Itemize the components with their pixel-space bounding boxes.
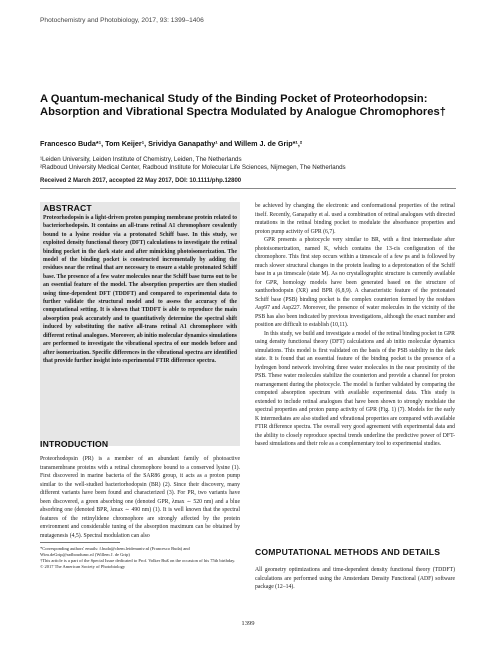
footnote-special-issue: †This article is a part of the Special Issue dedicated to Prof. Volker Buß on the occasion of his 75th birthday.: [40, 557, 236, 563]
paragraph: GPR presents a photocycle very similar to BR, with a first intermediate after photoisomerization, named K, which contains the 13-cis configuration of the chromophore. This first step occurs within a timescale of a few ps and is followed by much slower structural changes in the protein leading to a deprotonation of the Schiff base in a μs timescale (state M). As no crystallographic structure is currently available for GPR, homology models have been generated based on the structure of xanthorhodopsin (XR) and BPR (6,8,9). A characteristic feature of the protonated Schiff base (PSB) binding pocket is the complex counterion formed by the residues Asp97 and Asp227. Moreover, the presence of water molecules in the vicinity of the PSB has also been indicated by previous investigations, although the exact number and position are difficult to establish (10,11).: [255, 237, 455, 328]
received-line: Received 2 March 2017, accepted 22 May 2017, DOI: 10.1111/php.12800: [40, 178, 242, 184]
affiliation-1: ¹Leiden University, Leiden Institute of Chemistry, Leiden, The Netherlands: [40, 156, 242, 163]
introduction-heading: INTRODUCTION: [40, 439, 109, 449]
footnote-copyright: © 2017 The American Society of Photobiology: [40, 563, 126, 569]
journal-header: Photochemistry and Photobiology, 2017, 93: 1399–1406: [40, 17, 204, 24]
author-list: Francesco Buda*¹, Tom Keijer¹, Srividya Ganapathy¹ and Willem J. de Grip*¹,²: [40, 139, 303, 148]
paper-title: A Quantum-mechanical Study of the Binding Pocket of Proteorhodopsin: Absorption and Vibrational Spectra Modulated by Analogue Chromophores†: [40, 93, 446, 119]
abstract-text: Proteorhodopsin is a light-driven proton pumping membrane protein related to bacteriorhodopsin. It contains an all-trans retinal A1 chromophore covalently bound to a lysine residue via a protonated Schiff base. In this study, we exploited density functional theory (DFT) calculations to investigate the retinal binding pocket in the dark state and after mimicking photoisomerization. The model of the binding pocket is constructed incrementally by adding the residues near the retinal that are necessary to ensure a stable protonated Schiff base. The presence of a few water molecules near the Schiff base turns out to be an essential feature of the model. The absorption properties are then studied using time-dependent DFT (TDDFT) and compared to experimental data to further validate the structural model and to assess the accuracy of the computational setting. It is shown that TDDFT is able to reproduce the main absorption peak accurately and to quantitatively determine the spectral shift induced by substituting the native all-trans retinal A1 chromophore with different retinal analogues. Moreover, ab initio molecular dynamics simulations are performed to investigate the vibrational spectra of our models before and after isomerization. Specific differences in the vibrational spectra are identified that provide further insight into experimental FTIR difference spectra.: [43, 215, 237, 364]
paragraph: be achieved by changing the electronic and conformational properties of the retinal itself. Recently, Ganapathy et al. used a combination of retinal analogues with directed mutations in the retinal binding pocket to modulate the absorbance properties and proton pump activity of GPR (6,7).: [255, 203, 455, 235]
methods-heading: COMPUTATIONAL METHODS AND DETAILS: [255, 547, 441, 557]
footnote-divider: [40, 542, 120, 543]
introduction-text: Proteorhodopsin (PR) is a member of an abundant family of photoactive transmembrane proteins with a retinal chromophore bound to a conserved lysine (1). First discovered in marine bacteria of the SAR86 group, it acts as a proton pump similar to the well-studied bacteriorhodopsin (BR) (2). Since their discovery, many different variants have been found and characterized (3). For PR, two variants have been discovered, a green absorbing one (denoted GPR, λmax ∼ 520 nm) and a blue absorbing one (denoted BPR, λmax ∼ 490 nm) (1). It is well known that the spectral features of the retinylidene chromophore are strongly affected by the protein environment and considerable tuning of the absorption maximum can be obtained by mutagenesis (4,5). Spectral modulation can also: [40, 456, 240, 539]
footnote-corresponding: *Corresponding authors' emails: f.buda@chem.leidenuniv.nl (Francesco Buda) and Wim.deGrip@radboudumc.nl (Willem J. de Grip): [40, 546, 190, 557]
footnotes: [40, 546, 240, 570]
abstract-heading: ABSTRACT: [43, 203, 92, 213]
paragraph: In this study, we build and investigate a model of the retinal binding pocket in GPR using density functional theory (DFT) calculations and ab initio molecular dynamics simulations. This model is first validated on the basis of the PSB stability in the dark state. It is found that an essential feature of the binding pocket is the presence of a hydrogen bond network involving three water molecules in the near proximity of the PSB. These water molecules stabilize the counterion and provide a channel for proton rearrangement during the photocycle. The model is further validated by comparing the computed absorption spectrum with available experimental data. This study is extended to include retinal analogues that have been shown to strongly modulate the spectral properties and proton pump activity of GPR (Fig. 1) (7). Models for the early K intermediates are also studied and vibrational properties are compared with available FTIR difference spectra. The overall very good agreement with experimental data and the ability to closely reproduce spectral trends underline the predictive power of DFT-based simulations and their role as a complementary tool to experimental studies.: [255, 330, 455, 447]
abstract-box: [40, 202, 240, 446]
page-number: 1399: [241, 620, 255, 627]
affiliation-2: ²Radboud University Medical Center, Radboud Institute for Molecular Life Sciences, Nijmegen, The Netherlands: [40, 164, 346, 171]
methods-text: All geometry optimizations and time-dependent density functional theory (TDDFT) calculations are performed using the Amsterdam Density Functional (ADF) software package (12–14).: [255, 567, 455, 590]
header-divider: [40, 188, 456, 189]
right-column-text: [255, 202, 455, 449]
